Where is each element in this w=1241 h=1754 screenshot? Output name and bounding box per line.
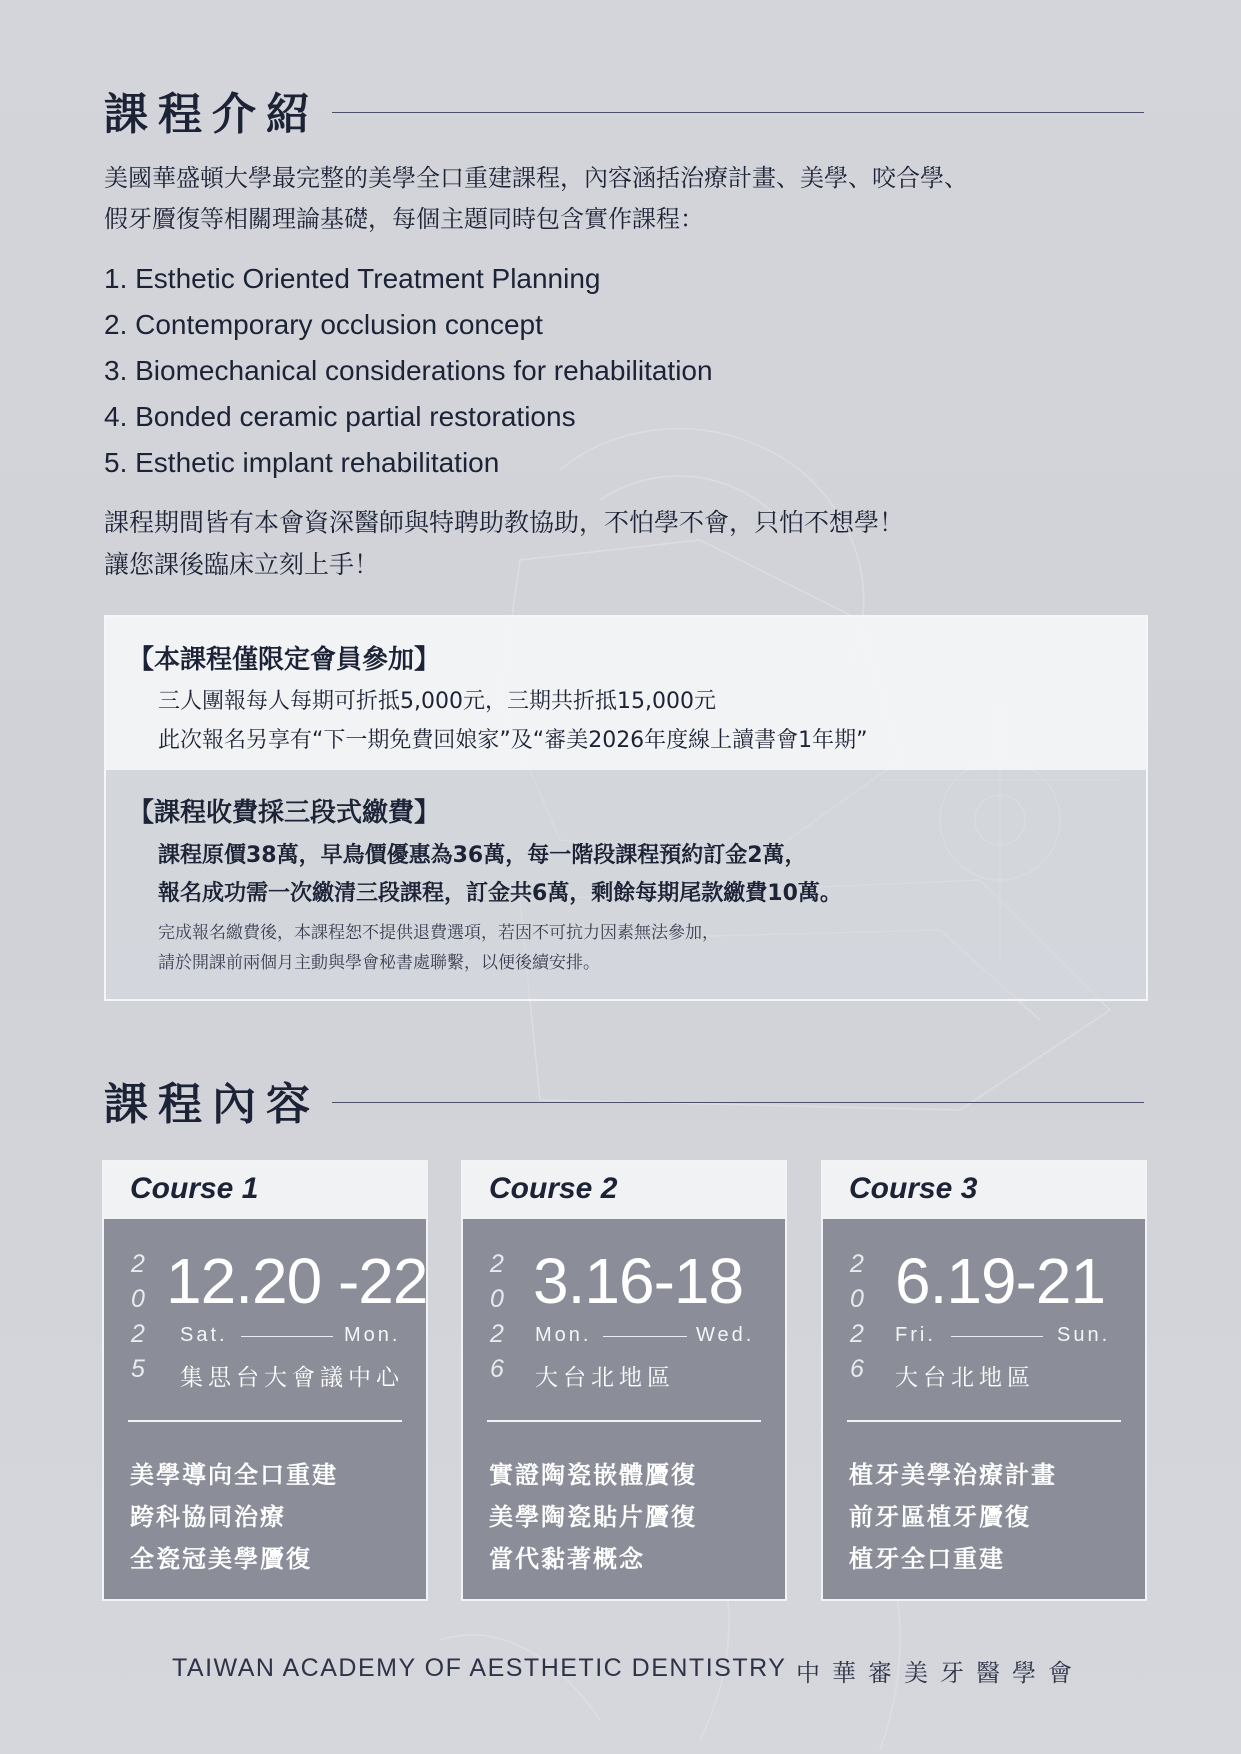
year-digit: 2 xyxy=(490,1250,504,1278)
course-topic: 全瓷冠美學贗復 xyxy=(130,1545,312,1573)
course-label: Course 1 xyxy=(130,1172,259,1205)
year-digit: 2 xyxy=(131,1320,145,1348)
year-digit: 0 xyxy=(490,1285,504,1313)
fees-line: 報名成功需一次繳清三段課程，訂金共6萬，剩餘每期尾款繳費10萬。 xyxy=(158,881,842,906)
tagline-line: 課程期間皆有本會資深醫師與特聘助教協助，不怕學不會，只怕不想學！ xyxy=(104,508,905,537)
membership-panel xyxy=(106,617,1146,770)
course-topic: 美學陶瓷貼片贗復 xyxy=(489,1503,697,1531)
year-digit: 2 xyxy=(131,1250,145,1278)
intro-heading-rule xyxy=(332,112,1144,113)
course-label: Course 3 xyxy=(849,1172,978,1205)
year-digit: 2 xyxy=(850,1250,864,1278)
topic-item: 2. Contemporary occlusion concept xyxy=(104,309,543,340)
fees-line: 課程原價38萬，早鳥價優惠為36萬，每一階段課程預約訂金2萬， xyxy=(158,843,807,868)
info-box xyxy=(104,615,1148,1001)
day-start: Mon. xyxy=(535,1324,592,1346)
membership-line: 三人團報每人每期可折抵5,000元，三期共折抵15,000元 xyxy=(158,689,716,714)
membership-line: 此次報名另享有“下一期免費回娘家”及“審美2026年度線上讀書會1年期” xyxy=(158,728,868,753)
intro-paragraph-line: 假牙贗復等相關理論基礎，每個主題同時包含實作課程： xyxy=(104,205,704,233)
year-digit: 2 xyxy=(850,1320,864,1348)
topic-item: 3. Biomechanical considerations for rehabilitation xyxy=(104,355,713,386)
course-topic: 植牙美學治療計畫 xyxy=(849,1461,1057,1489)
tagline xyxy=(104,502,904,586)
course-topic: 美學導向全口重建 xyxy=(130,1461,338,1489)
course-header xyxy=(823,1162,1145,1219)
course-topic: 前牙區植牙贗復 xyxy=(849,1503,1031,1531)
course-venue: 大台北地區 xyxy=(895,1365,1035,1391)
course-header xyxy=(104,1162,426,1219)
course-topic: 植牙全口重建 xyxy=(849,1545,1005,1573)
course-dates: 12.20 -22 xyxy=(166,1245,428,1317)
intro-paragraph xyxy=(104,158,1144,240)
fees-note: 請於開課前兩個月主動與學會秘書處聯繫，以便後續安排。 xyxy=(158,953,600,973)
course-topic: 當代黏著概念 xyxy=(489,1545,645,1573)
course-label: Course 2 xyxy=(489,1172,618,1205)
course-card-1 xyxy=(102,1160,428,1601)
card-divider xyxy=(847,1420,1121,1422)
card-divider xyxy=(128,1420,402,1422)
day-end: Wed. xyxy=(696,1324,755,1346)
year-digit: 6 xyxy=(850,1355,864,1383)
course-dates: 6.19-21 xyxy=(895,1245,1106,1317)
intro-heading xyxy=(104,78,1144,138)
day-end: Mon. xyxy=(344,1324,401,1346)
course-venue: 集思台大會議中心 xyxy=(180,1365,404,1391)
course-dates: 3.16-18 xyxy=(533,1245,744,1317)
course-header xyxy=(463,1162,785,1219)
course-topic: 跨科協同治療 xyxy=(130,1503,286,1531)
topic-item: 1. Esthetic Oriented Treatment Planning xyxy=(104,263,601,294)
day-start: Fri. xyxy=(895,1324,936,1346)
course-venue: 大台北地區 xyxy=(535,1365,675,1391)
course-card-2 xyxy=(461,1160,787,1601)
intro-paragraph-line: 美國華盛頓大學最完整的美學全口重建課程，內容涵括治療計畫、美學、咬合學、 xyxy=(104,164,968,192)
year-digit: 0 xyxy=(850,1285,864,1313)
day-end: Sun. xyxy=(1057,1324,1111,1346)
day-start: Sat. xyxy=(180,1324,228,1346)
day-rule xyxy=(241,1336,333,1337)
fees-panel xyxy=(106,770,1146,999)
day-rule xyxy=(603,1336,687,1337)
content-heading-rule xyxy=(332,1102,1144,1103)
year-digit: 5 xyxy=(131,1355,145,1383)
fees-title: 【課程收費採三段式繳費】 xyxy=(128,798,441,828)
course-card-3 xyxy=(821,1160,1147,1601)
card-divider xyxy=(487,1420,761,1422)
membership-title: 【本課程僅限定會員參加】 xyxy=(128,645,441,675)
year-digit: 2 xyxy=(490,1320,504,1348)
course-topic: 實證陶瓷嵌體贗復 xyxy=(489,1461,697,1489)
day-rule xyxy=(951,1336,1043,1337)
fees-note: 完成報名繳費後，本課程恕不提供退費選項，若因不可抗力因素無法參加， xyxy=(158,923,719,943)
topic-item: 4. Bonded ceramic partial restorations xyxy=(104,401,576,432)
tagline-line: 讓您課後臨床立刻上手！ xyxy=(104,550,380,579)
footer-chinese-name: 中華審美牙醫學會 xyxy=(796,1659,1084,1687)
topic-item: 5. Esthetic implant rehabilitation xyxy=(104,447,500,478)
content-heading xyxy=(104,1068,1144,1128)
year-digit: 6 xyxy=(490,1355,504,1383)
intro-heading-text: 課程介紹 xyxy=(104,89,320,140)
content-heading-text: 課程內容 xyxy=(104,1079,320,1130)
footer-english-name: TAIWAN ACADEMY OF AESTHETIC DENTISTRY xyxy=(172,1654,787,1682)
topic-list xyxy=(104,256,713,486)
year-digit: 0 xyxy=(131,1285,145,1313)
